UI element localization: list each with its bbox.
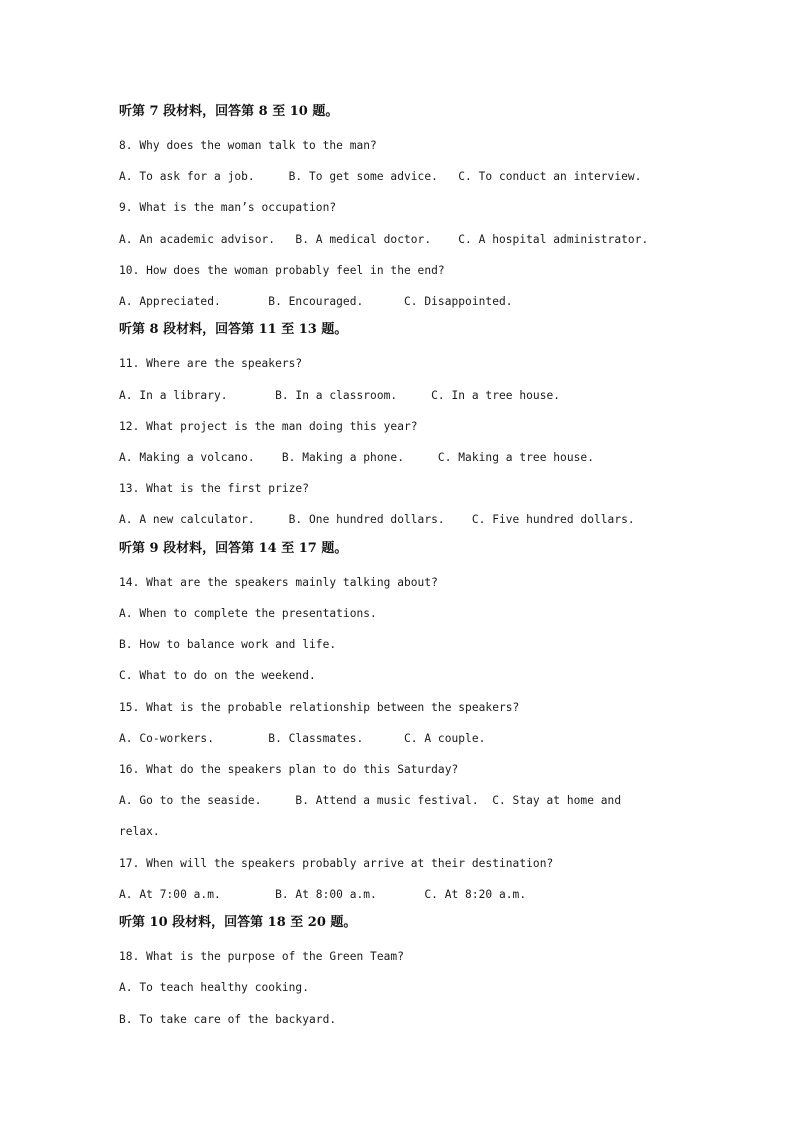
answer-options: A. Making a volcano. B. Making a phone. C. Making a tree house. (119, 451, 594, 464)
section-heading: 听第 7 段材料，回答第 8 至 10 题。 (119, 104, 339, 119)
question-text: 18. What is the purpose of the Green Team? (119, 950, 404, 963)
answer-options: A. In a library. B. In a classroom. C. In a tree house. (119, 389, 561, 402)
question-text: 17. When will the speakers probably arrive at their destination? (119, 857, 554, 870)
answer-options: A. Appreciated. B. Encouraged. C. Disappointed. (119, 295, 513, 308)
answer-options: A. An academic advisor. B. A medical doctor. C. A hospital administrator. (119, 233, 649, 246)
answer-options: A. A new calculator. B. One hundred dollars. C. Five hundred dollars. (119, 513, 635, 526)
answer-option: A. When to complete the presentations. (119, 607, 377, 620)
question-text: 12. What project is the man doing this year? (119, 420, 418, 433)
answer-option: C. What to do on the weekend. (119, 669, 316, 682)
answer-options: A. Go to the seaside. B. Attend a music festival. C. Stay at home and (119, 794, 622, 807)
question-text: 11. Where are the speakers? (119, 357, 303, 370)
answer-option: A. To teach healthy cooking. (119, 981, 309, 994)
section-heading: 听第 9 段材料，回答第 14 至 17 题。 (119, 541, 348, 556)
answer-option: B. How to balance work and life. (119, 638, 337, 651)
answer-options-continued: relax. (119, 825, 160, 838)
question-text: 8. Why does the woman talk to the man? (119, 139, 377, 152)
question-text: 13. What is the first prize? (119, 482, 309, 495)
question-text: 10. How does the woman probably feel in the end? (119, 264, 445, 277)
question-text: 16. What do the speakers plan to do this Saturday? (119, 763, 459, 776)
section-heading: 听第 10 段材料，回答第 18 至 20 题。 (119, 915, 357, 930)
answer-options: A. Co-workers. B. Classmates. C. A couple. (119, 732, 486, 745)
question-text: 15. What is the probable relationship between the speakers? (119, 701, 520, 714)
answer-options: A. At 7:00 a.m. B. At 8:00 a.m. C. At 8:20 a.m. (119, 888, 527, 901)
answer-options: A. To ask for a job. B. To get some advice. C. To conduct an interview. (119, 170, 642, 183)
section-heading: 听第 8 段材料，回答第 11 至 13 题。 (119, 322, 348, 337)
question-text: 9. What is the man’s occupation? (119, 201, 337, 214)
question-text: 14. What are the speakers mainly talking about? (119, 576, 438, 589)
answer-option: B. To take care of the backyard. (119, 1013, 337, 1026)
